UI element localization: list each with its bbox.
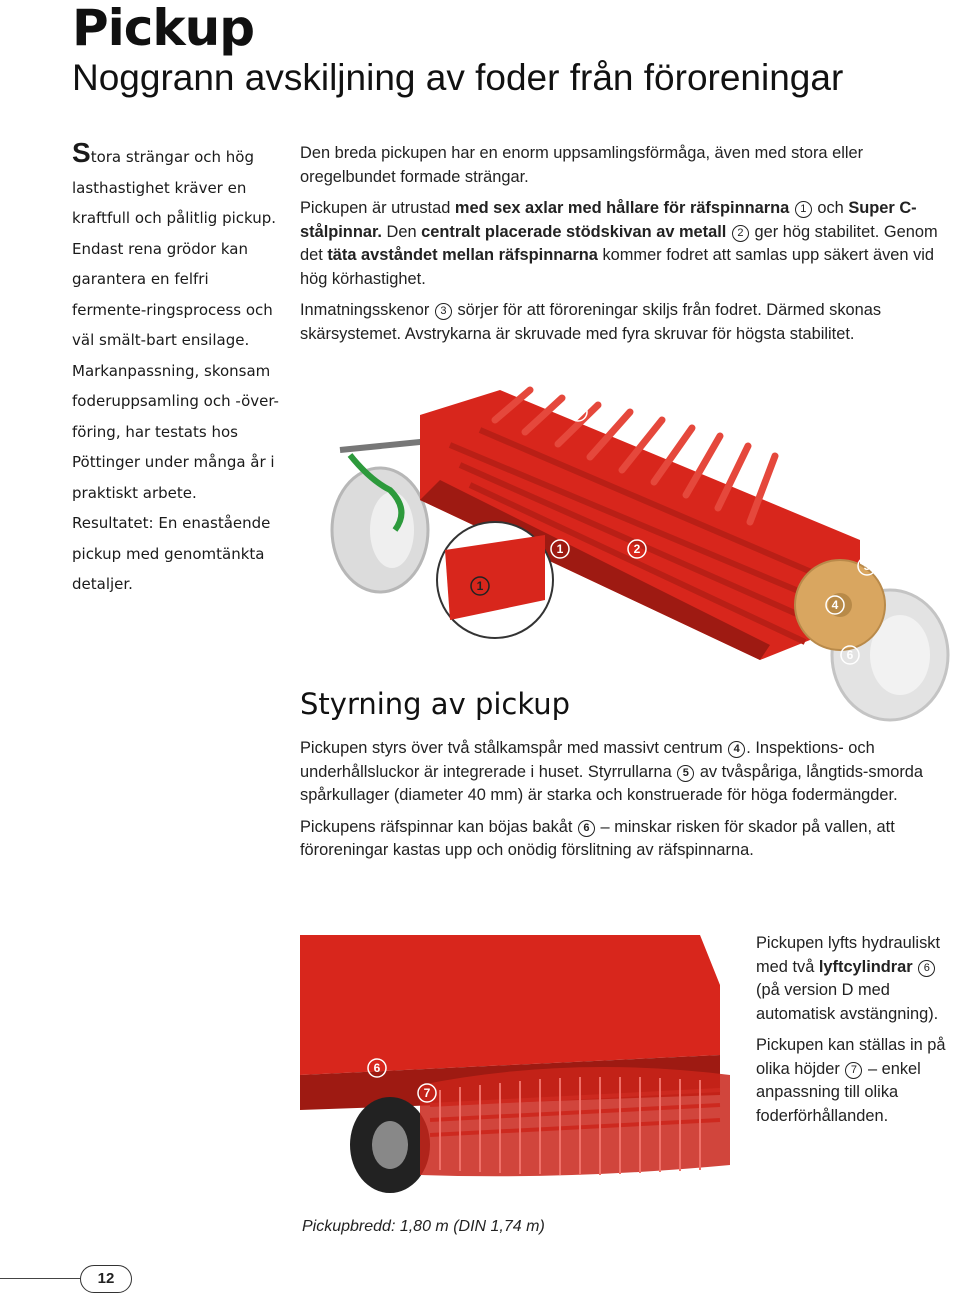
page-title: Pickup [72, 0, 255, 57]
callout-1-icon: 1 [795, 201, 812, 218]
figure1-label-6: 6 [846, 648, 854, 662]
description-paragraph-3: Inmatningsskenor 3 sörjer för att föroreningar skiljs från fodret. Därmed skonas skärsystemet. Avstrykarna är skruvade med fyra skruvar för högsta stabilitet. [300, 301, 882, 343]
callout-3-icon: 3 [435, 303, 452, 320]
figure1-label-4: 4 [831, 598, 839, 612]
intro-paragraph-2: Markanpassning, skonsam foderuppsamling och -över-föring, har testats hos Pöttinger under många år i praktiskt arbete. [72, 361, 279, 502]
figure1-label-3: 3 [574, 405, 582, 419]
description-paragraph-2: Pickupen är utrustad med sex axlar med hållare för räfspinnarna 1 och Super C-stålpinnar. Den centralt placerade stödskivan av metall 2 ger hög stabilitet. Genom det täta avståndet mellan räfspinnarna kommer fodret att samlas upp säkert även vid hög körhastighet. [300, 199, 938, 288]
figure1-inset-label-1: 1 [476, 579, 484, 593]
callout-7-icon: 7 [845, 1062, 862, 1079]
page-subtitle: Noggrann avskiljning av foder från föroreningar [72, 57, 844, 98]
description-paragraph-1: Den breda pickupen har en enorm uppsamlingsförmåga, även med stora eller oregelbundet formade strängar. [300, 144, 864, 186]
steering-paragraph-2: Pickupens räfspinnar kan böjas bakåt 6 – minskar risken för skador på vallen, att föroreningar kastas upp och onödig förslitning av räfspinnarna. [300, 817, 895, 859]
dropcap: S [72, 137, 91, 168]
intro-column [72, 137, 282, 600]
intro-paragraph-1: Stora strängar och hög lasthastighet kräver en kraftfull och pålitlig pickup. Endast rena grödor kan garantera en felfri fermente-ringsprocess och väl smält-bart ensilage. [72, 137, 277, 349]
callout-6b-icon: 6 [918, 960, 935, 977]
photo-caption: Pickupbredd: 1,80 m (DIN 1,74 m) [302, 1218, 545, 1235]
lift-block [756, 932, 960, 1136]
page-number: 12 [80, 1265, 132, 1293]
figure1-label-2: 2 [633, 542, 641, 556]
machine-photo [300, 935, 740, 1205]
steering-title: Styrning av pickup [300, 687, 571, 721]
figure2-label-7: 7 [423, 1086, 431, 1100]
figure2-label-6: 6 [373, 1061, 381, 1075]
steering-block [300, 737, 950, 871]
pickup-illustration [300, 360, 950, 735]
description-block [300, 142, 950, 354]
intro-paragraph-3: Resultatet: En enastående pickup med genomtänkta detaljer. [72, 514, 271, 593]
callout-4-icon: 4 [728, 741, 745, 758]
steering-paragraph-1: Pickupen styrs över två stålkamspår med massivt centrum 4 . Inspektions- och underhållsluckor är integrerade i huset. Styrrullarna 5 av tvåspåriga, långtids-smorda spårkullager (diameter 40 mm) är starka och konstruerade för höga fodermängder. [300, 739, 924, 804]
lift-paragraph-2: Pickupen kan ställas in på olika höjder 7 – enkel anpassning till olika foderförhållanden. [756, 1036, 946, 1125]
callout-2-icon: 2 [732, 225, 749, 242]
lift-paragraph-1: Pickupen lyfts hydrauliskt med två lyftcylindrar 6 (på version D med automatisk avstängning). [756, 934, 941, 1023]
page-number-rule [0, 1278, 80, 1279]
figure1-label-1: 1 [556, 542, 564, 556]
figure1-label-5: 5 [863, 559, 871, 573]
callout-6-icon: 6 [578, 820, 595, 837]
callout-5-icon: 5 [677, 765, 694, 782]
